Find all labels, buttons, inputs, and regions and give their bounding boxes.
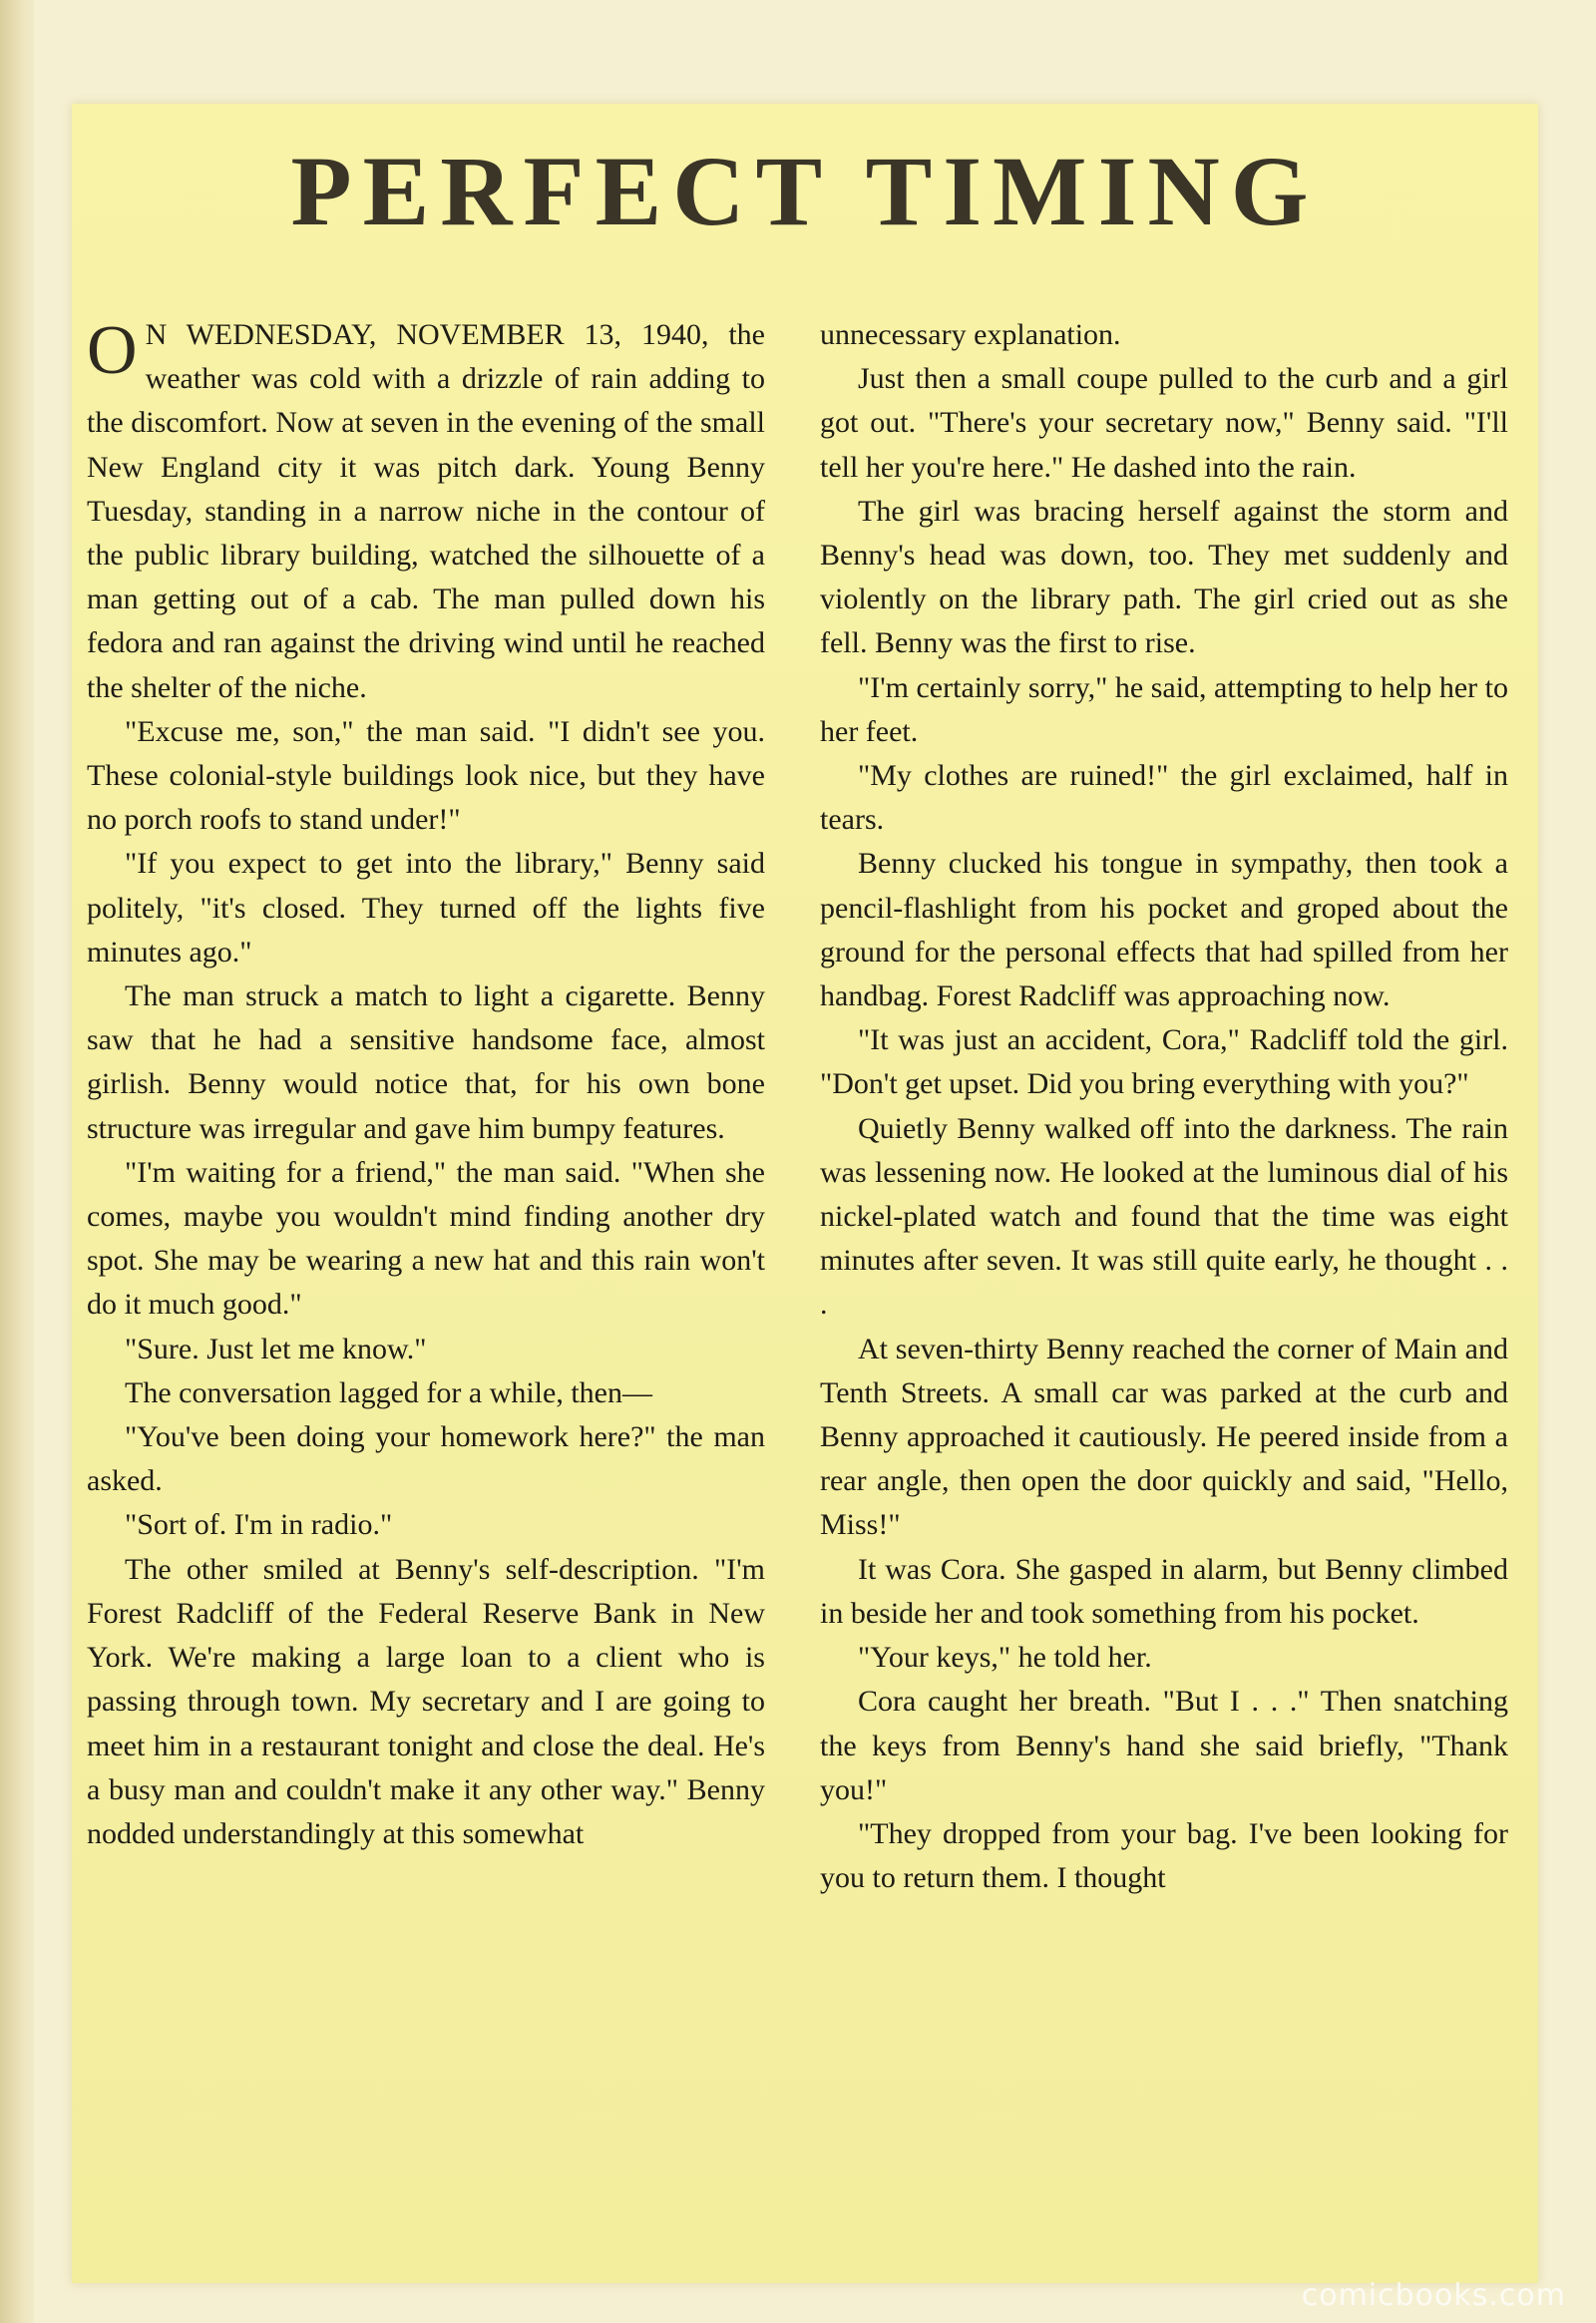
paragraph: The girl was bracing herself against the storm and Benny's head was down, too. They met suddenly and violently on the library path. The girl cried out as she fell. Benny was the first to rise. bbox=[820, 494, 1508, 660]
paragraph: "I'm certainly sorry," he said, attempting to help her to her feet. bbox=[820, 670, 1508, 748]
paragraph: The man struck a match to light a cigarette. Benny saw that he had a sensitive handsome face, almost girlish. Benny would notice that, for his own bone structure was irregular and gave him bumpy features. bbox=[87, 979, 765, 1145]
watermark: comicbooks.com bbox=[1301, 2278, 1566, 2313]
paragraph: Quietly Benny walked off into the darkness. The rain was lessening now. He looked at the luminous dial of his nickel-plated watch and found that the time was eight minutes after seven. It was still quite early, he thought . . . bbox=[820, 1111, 1508, 1322]
paragraph: Cora caught her breath. "But I . . ." Then snatching the keys from Benny's hand she said briefly, "Thank you!" bbox=[820, 1685, 1508, 1806]
paragraph: "It was just an accident, Cora," Radcliff told the girl. "Don't get upset. Did you bring everything with you?" bbox=[820, 1023, 1508, 1101]
paragraph: "They dropped from your bag. I've been looking for you to return them. I thought bbox=[820, 1816, 1508, 1895]
page-gutter bbox=[0, 0, 34, 2323]
drop-cap: O bbox=[87, 312, 138, 389]
article-column-right bbox=[820, 313, 1508, 1900]
paragraph: Benny clucked his tongue in sympathy, then took a pencil-flashlight from his pocket and groped about the ground for the personal effects that had spilled from her handbag. Forest Radcliff was approaching now. bbox=[820, 847, 1508, 1013]
paragraph: "If you expect to get into the library," Benny said politely, "it's closed. They turned off the lights five minutes ago." bbox=[87, 847, 765, 968]
paragraph: At seven-thirty Benny reached the corner of Main and Tenth Streets. A small car was parked at the curb and Benny approached it cautiously. He peered inside from a rear angle, then open the door quickly and said, "Hello, Miss!" bbox=[820, 1332, 1508, 1542]
article-panel bbox=[72, 104, 1538, 2283]
article-column-left bbox=[87, 313, 765, 1856]
article-title: PERFECT TIMING bbox=[290, 136, 1320, 246]
paragraph: "Sure. Just let me know." bbox=[125, 1332, 427, 1365]
paragraph: It was Cora. She gasped in alarm, but Benny climbed in beside her and took something from his pocket. bbox=[820, 1552, 1508, 1630]
paragraph: "Your keys," he told her. bbox=[858, 1641, 1152, 1675]
paragraph: "You've been doing your homework here?" the man asked. bbox=[87, 1420, 765, 1498]
paragraph: unnecessary explanation. bbox=[820, 318, 1121, 351]
paragraph bbox=[87, 313, 765, 710]
paragraph: Just then a small coupe pulled to the curb and a girl got out. "There's your secretary now," Benny said. "I'll tell her you're here." He dashed into the rain. bbox=[820, 362, 1508, 484]
paragraph: "I'm waiting for a friend," the man said. "When she comes, maybe you wouldn't mind finding another dry spot. She may be wearing a new hat and this rain won't do it much good." bbox=[87, 1155, 765, 1322]
paragraph: "My clothes are ruined!" the girl exclaimed, half in tears. bbox=[820, 759, 1508, 837]
paragraph-text: N WEDNESDAY, NOVEMBER 13, 1940, the weather was cold with a drizzle of rain adding to the discomfort. Now at seven in the evening of the small New England city it was pitch dark. Young Benny Tuesday, standing in a narrow niche in the contour of the public library building, watched the silhouette of a man getting out of a cab. The man pulled down his fedora and ran against the driving wind until he reached the shelter of the niche. bbox=[87, 318, 765, 704]
paragraph: "Sort of. I'm in radio." bbox=[125, 1508, 393, 1542]
paragraph: "Excuse me, son," the man said. "I didn't see you. These colonial-style buildings look nice, but they have no porch roofs to stand under!" bbox=[87, 714, 765, 837]
paragraph: The conversation lagged for a while, then— bbox=[125, 1375, 652, 1409]
paragraph: The other smiled at Benny's self-description. "I'm Forest Radcliff of the Federal Reserve Bank in New York. We're making a large loan to a client who is passing through town. My secretary and I are going to meet him in a restaurant tonight and close the deal. He's a busy man and couldn't make it any other way." Benny nodded understandingly at this somewhat bbox=[87, 1552, 765, 1850]
